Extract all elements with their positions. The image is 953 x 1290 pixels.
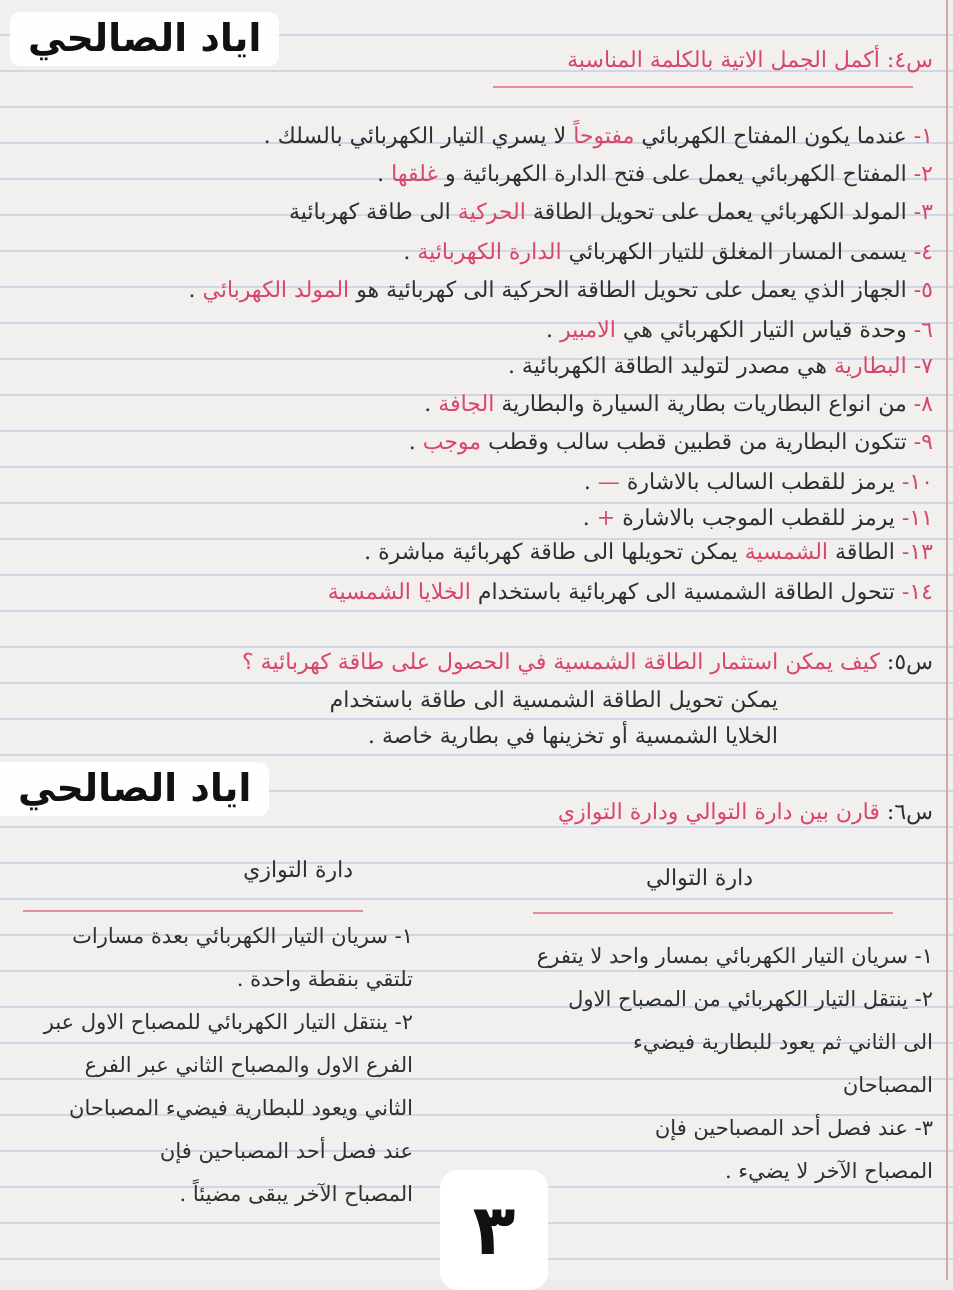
q4-item-number: ٢- bbox=[913, 162, 933, 187]
q4-item-text-before: تتكون البطارية من قطبين قطب سالب وقطب bbox=[488, 430, 907, 455]
q4-item bbox=[364, 540, 933, 565]
q4-item-text-before: يرمز للقطب الموجب بالاشارة bbox=[622, 506, 895, 531]
q4-item-answer: الامبير bbox=[560, 318, 616, 343]
q4-item-text-before: يرمز للقطب السالب بالاشارة bbox=[626, 470, 895, 495]
q4-item-answer: مفتوحاً bbox=[573, 124, 635, 149]
q4-item bbox=[584, 470, 933, 495]
q4-item-text-after: الى طاقة كهربائية bbox=[288, 200, 451, 225]
parallel-point-line: الثاني ويعود للبطارية فيضيء المصباحان bbox=[69, 1096, 413, 1120]
q4-item-answer: الخلايا الشمسية bbox=[327, 580, 471, 605]
q4-item-number: ١١- bbox=[901, 506, 933, 531]
parallel-point-line: تلتقي بنقطة واحدة . bbox=[236, 967, 413, 991]
q4-item-number: ١٠- bbox=[901, 470, 933, 495]
q4-item-number: ١٤- bbox=[901, 580, 933, 605]
q4-item-text-after: . bbox=[377, 162, 385, 187]
q4-item-answer: — bbox=[597, 470, 620, 495]
q4-item bbox=[403, 240, 933, 265]
q4-item-text-after: . bbox=[546, 318, 553, 343]
series-point-line: ٣- عند فصل أحد المصباحين فإن bbox=[654, 1116, 933, 1140]
series-point-line: المصباحان bbox=[842, 1073, 933, 1097]
q4-item-number: ٩- bbox=[913, 430, 933, 455]
q4-item-text-after: هي مصدر لتوليد الطاقة الكهربائية . bbox=[507, 354, 827, 379]
q4-item bbox=[377, 162, 933, 187]
q4-item bbox=[583, 506, 933, 531]
q4-item-number: ١- bbox=[913, 124, 933, 149]
q4-item-text-after: . bbox=[424, 392, 432, 417]
q4-item-text-after: . bbox=[583, 470, 591, 495]
q4-item bbox=[409, 430, 933, 455]
q4-item-text-before: الجهاز الذي يعمل على تحويل الطاقة الحركية الى كهربائية هو bbox=[356, 278, 907, 303]
q4-item-text-after: . bbox=[582, 506, 590, 531]
q6-label: س٦: bbox=[886, 800, 933, 825]
q4-item-number: ٨- bbox=[913, 392, 933, 417]
parallel-circuit-title: دارة التوازي bbox=[243, 858, 353, 883]
q4-item-number: ١٣- bbox=[901, 540, 933, 565]
q4-item-text-after: . bbox=[408, 430, 416, 455]
parallel-circuit-points bbox=[13, 915, 413, 1216]
q4-item-text-before: يسمى المسار المغلق للتيار الكهربائي bbox=[568, 240, 907, 265]
q4-item-text-before: تتحول الطاقة الشمسية الى كهربائية باستخدام bbox=[477, 580, 895, 605]
q4-item-number: ٣- bbox=[913, 200, 933, 225]
parallel-point-line: ١- سريان التيار الكهربائي بعدة مسارات bbox=[72, 924, 413, 948]
page-number: ٣ bbox=[472, 1189, 516, 1271]
q4-item-number: ٤- bbox=[913, 240, 933, 265]
page-number-badge bbox=[440, 1170, 548, 1290]
q4-item bbox=[328, 580, 933, 605]
parallel-point-line: المصباح الآخر يبقى مضيئاً . bbox=[179, 1182, 413, 1206]
series-title-underline bbox=[533, 912, 893, 914]
q4-item-answer: الدارة الكهربائية bbox=[417, 240, 562, 265]
q4-item-text-before: عندما يكون المفتاح الكهربائي bbox=[641, 124, 907, 149]
q4-item bbox=[289, 200, 933, 225]
q4-item-answer: الحركية bbox=[457, 200, 526, 225]
margin-line bbox=[946, 0, 948, 1280]
q4-item bbox=[508, 354, 933, 379]
author-watermark-middle: اياد الصالحي bbox=[0, 762, 269, 816]
q4-item-text-after: . bbox=[188, 278, 196, 303]
author-watermark-top: اياد الصالحي bbox=[10, 12, 279, 66]
q4-item-text-after: لا يسري التيار الكهربائي بالسلك . bbox=[263, 124, 567, 149]
series-point-line: ٢- ينتقل التيار الكهربائي من المصباح الاول bbox=[568, 987, 933, 1011]
q4-item-text-before: المولد الكهربائي يعمل على تحويل الطاقة bbox=[532, 200, 907, 225]
q4-item bbox=[546, 318, 933, 343]
q4-item-answer: الجافة bbox=[438, 392, 495, 417]
series-circuit-title: دارة التوالي bbox=[645, 866, 753, 891]
q4-item-number: ٥- bbox=[913, 278, 933, 303]
heading-underline bbox=[493, 86, 913, 88]
q4-item-answer: موجب bbox=[422, 430, 482, 455]
q4-item-number: ٧- bbox=[913, 354, 933, 379]
q6-question: قارن بين دارة التوالي ودارة التوازي bbox=[557, 800, 880, 825]
q5-question-row bbox=[242, 650, 933, 675]
q4-item-text-after: . bbox=[403, 240, 411, 265]
q4-item-answer: + bbox=[596, 506, 616, 531]
q4-item bbox=[424, 392, 933, 417]
q4-item-number: ٦- bbox=[913, 318, 933, 343]
series-circuit-points bbox=[503, 935, 933, 1193]
q4-item-text-before: الطاقة bbox=[835, 540, 895, 565]
q5-label: س٥: bbox=[886, 650, 933, 675]
q4-item-answer: الشمسية bbox=[744, 540, 829, 565]
q6-question-row bbox=[558, 800, 933, 825]
q4-item bbox=[189, 278, 934, 303]
parallel-point-line: عند فصل أحد المصباحين فإن bbox=[159, 1139, 413, 1163]
parallel-point-line: الفرع الاول والمصباح الثاني عبر الفرع bbox=[84, 1053, 413, 1077]
q5-answer-line-1: يمكن تحويل الطاقة الشمسية الى طاقة باستخدام bbox=[329, 688, 778, 713]
series-point-line: المصباح الآخر لا يضيء . bbox=[724, 1159, 933, 1183]
parallel-point-line: ٢- ينتقل التيار الكهربائي للمصباح الاول عبر bbox=[43, 1010, 413, 1034]
q5-answer-line-2: الخلايا الشمسية أو تخزينها في بطارية خاصة . bbox=[368, 724, 778, 749]
series-point-line: الى الثاني ثم يعود للبطارية فيضيء bbox=[633, 1030, 933, 1054]
parallel-title-underline bbox=[23, 910, 363, 912]
q5-question: كيف يمكن استثمار الطاقة الشمسية في الحصول على طاقة كهربائية ؟ bbox=[241, 650, 880, 675]
series-point-line: ١- سريان التيار الكهربائي بمسار واحد لا يتفرع bbox=[536, 944, 933, 968]
q4-item-answer: البطارية bbox=[833, 354, 907, 379]
q4-item-answer: غلقها bbox=[391, 162, 438, 187]
q4-heading: س٤: أكمل الجمل الاتية بالكلمة المناسبة bbox=[567, 48, 933, 73]
q4-item-text-before: المفتاح الكهربائي يعمل على فتح الدارة الكهربائية و bbox=[444, 162, 907, 187]
q4-item-answer: المولد الكهربائي bbox=[202, 278, 350, 303]
q4-item-text-after: يمكن تحويلها الى طاقة كهربائية مباشرة . bbox=[364, 540, 738, 565]
q4-item-text-before: وحدة قياس التيار الكهربائي هي bbox=[622, 318, 907, 343]
q4-item bbox=[264, 124, 933, 149]
q4-item-text-before: من انواع البطاريات بطارية السيارة والبطارية bbox=[501, 392, 907, 417]
